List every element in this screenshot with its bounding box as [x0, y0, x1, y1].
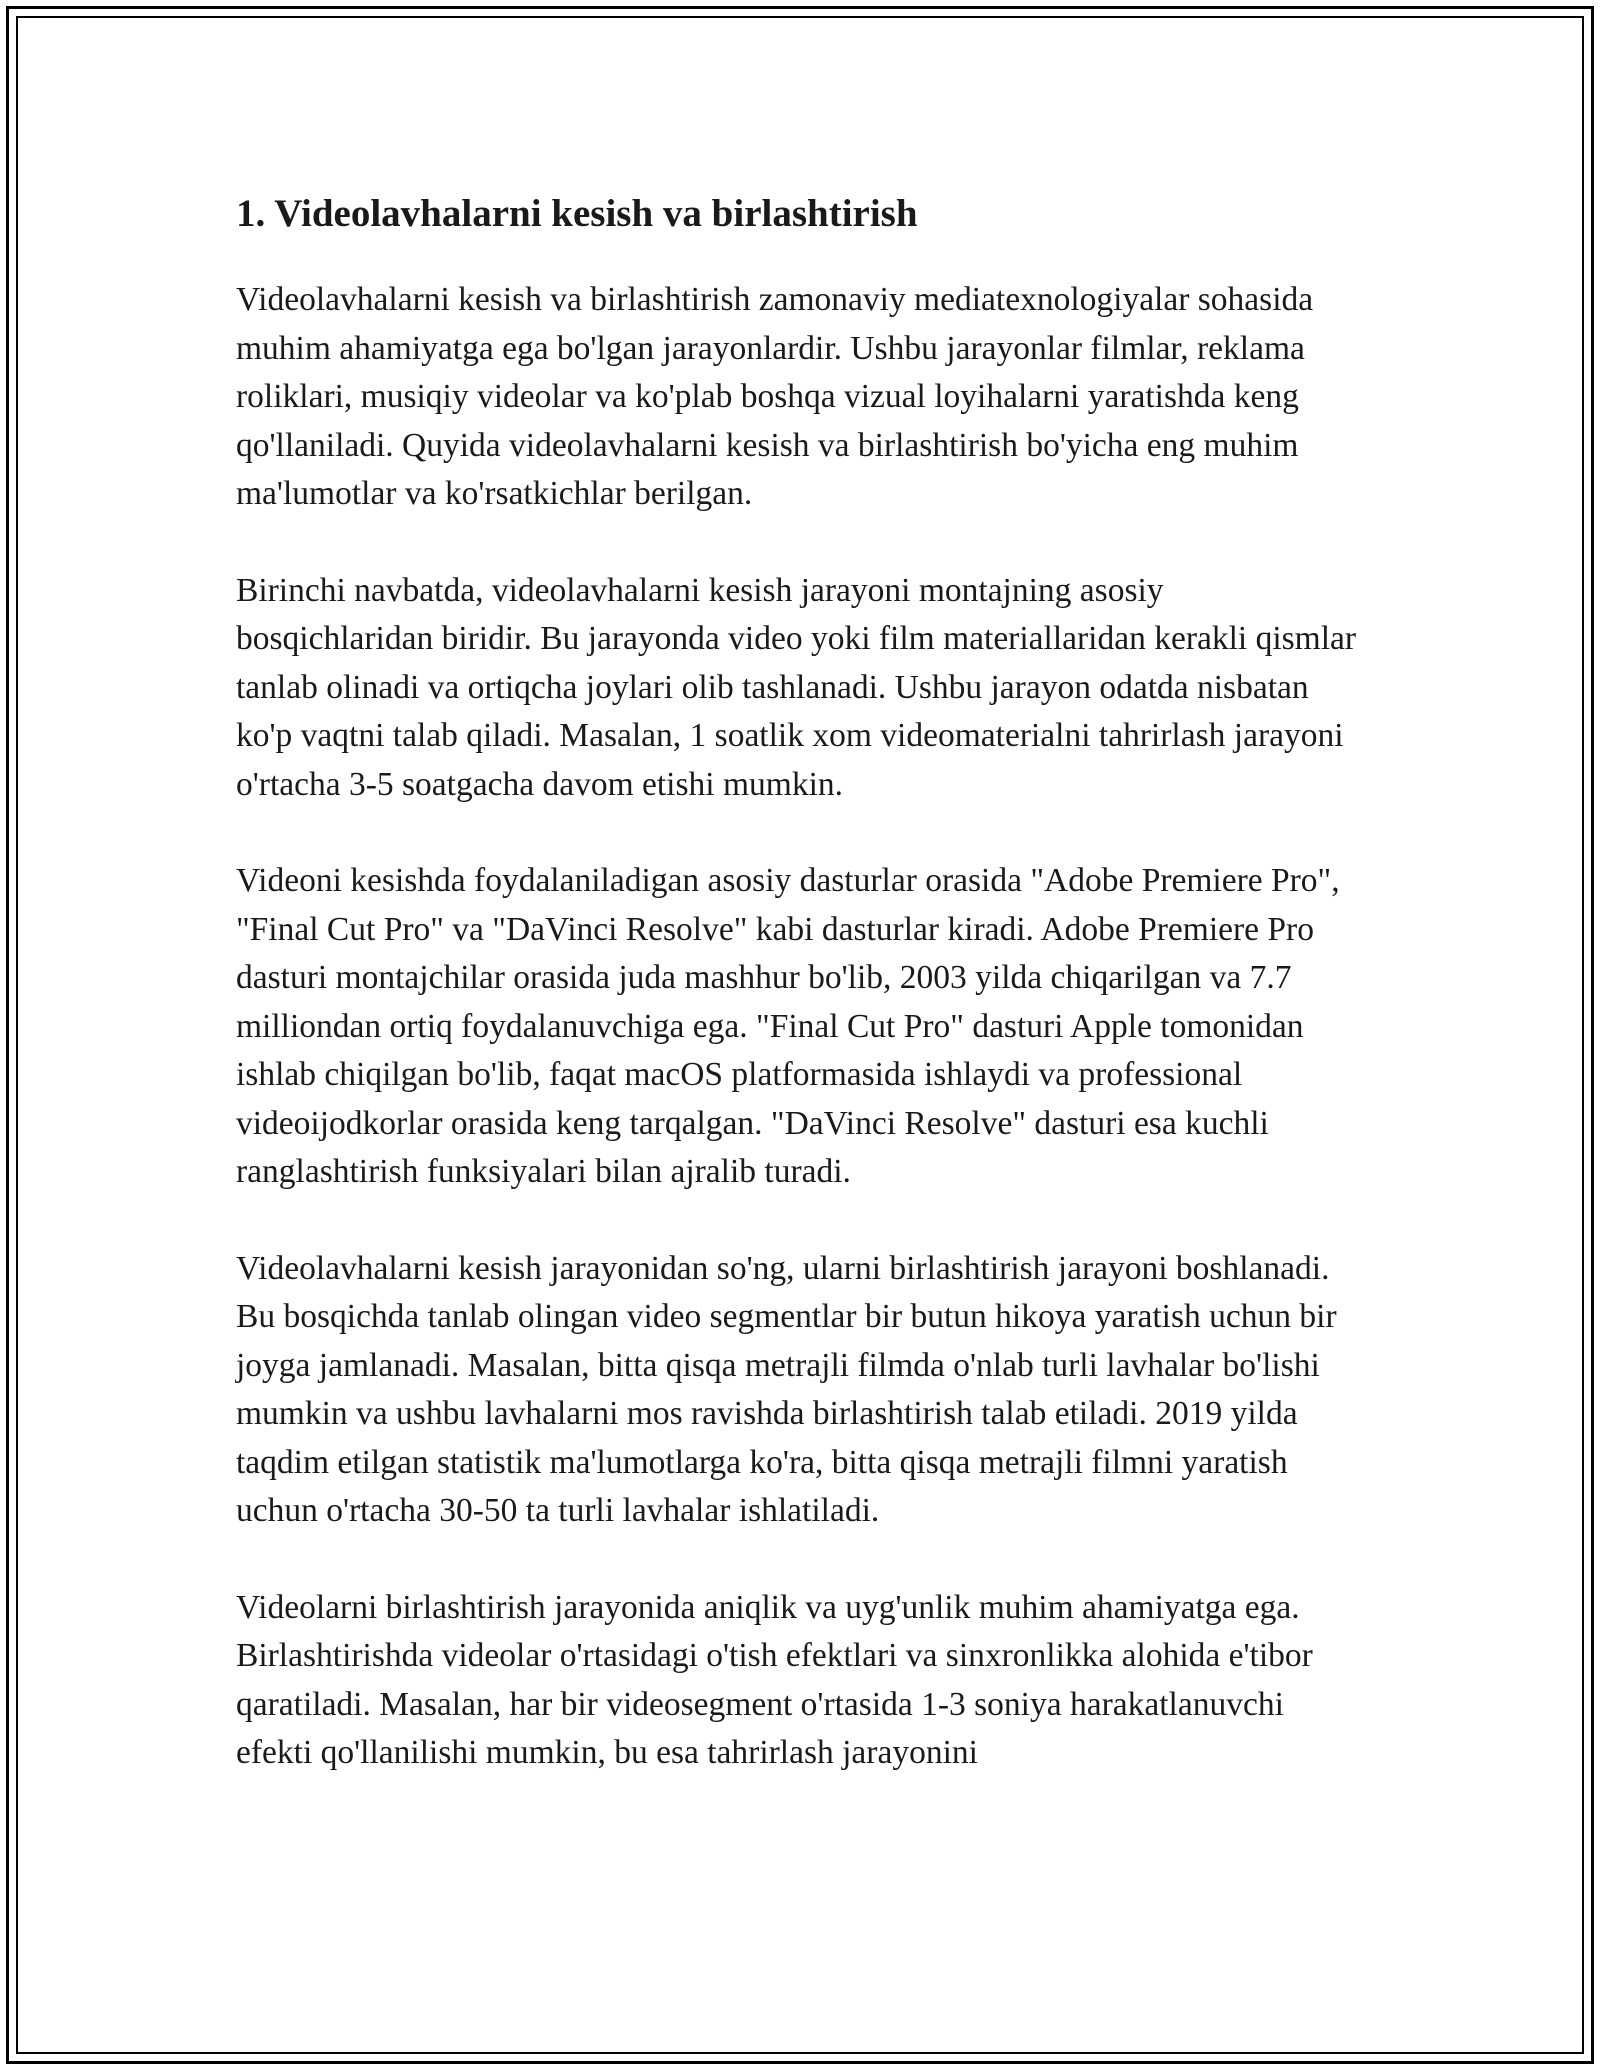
paragraph-3: Videoni kesishda foydalaniladigan asosiy dasturlar orasida "Adobe Premiere Pro", "Final Cut Pro" va "DaVinci Resolve" kabi dasturlar kiradi. Adobe Premiere Pro dasturi montajchilar orasida juda mashhur bo'lib, 2003 yilda chiqarilgan va 7.7 milliondan ortiq foydalanuvchiga ega. "Final Cut Pro" dasturi Apple tomonidan ishlab chiqilgan bo'lib, faqat macOS platformasida ishlaydi va professional videoijodkorlar orasida keng tarqalgan. "DaVinci Resolve" dasturi esa kuchli ranglashtirish funksiyalari bilan ajralib turadi. [236, 862, 1340, 1190]
paragraph-1: Videolavhalarni kesish va birlashtirish zamonaviy mediatexnologiyalar sohasida muhim ahamiyatga ega bo'lgan jarayonlardir. Ushbu jarayonlar filmlar, reklama roliklari, musiqiy videolar va ko'plab boshqa vizual loyihalarni yaratishda keng qo'llaniladi. Quyida videolavhalarni kesish va birlashtirish bo'yicha eng muhim ma'lumotlar va ko'rsatkichlar berilgan. [236, 281, 1314, 512]
document-body [236, 186, 1366, 1826]
paragraph-4: Videolavhalarni kesish jarayonidan so'ng, ularni birlashtirish jarayoni boshlanadi. Bu bosqichda tanlab olingan video segmentlar bir butun hikoya yaratish uchun bir joyga jamlanadi. Masalan, bitta qisqa metrajli filmda o'nlab turli lavhalar bo'lishi mumkin va ushbu lavhalarni mos ravishda birlashtirish talab etiladi. 2019 yilda taqdim etilgan statistik ma'lumotlarga ko'ra, bitta qisqa metrajli filmni yaratish uchun o'rtacha 30-50 ta turli lavhalar ishlatiladi. [236, 1249, 1337, 1529]
section-title: 1. Videolavhalarni kesish va birlashtirish [236, 192, 918, 235]
paragraph-5: Videolarni birlashtirish jarayonida aniqlik va uyg'unlik muhim ahamiyatga ega. Birlashtirishda videolar o'rtasidagi o'tish efektlari va sinxronlikka alohida e'tibor qaratiladi. Masalan, har bir videosegment o'rtasida 1-3 soniya harakatlanuvchi efekti qo'llanilishi mumkin, bu esa tahrirlash jarayonini [236, 1588, 1313, 1771]
paragraph-2: Birinchi navbatda, videolavhalarni kesish jarayoni montajning asosiy bosqichlaridan biridir. Bu jarayonda video yoki film materiallaridan kerakli qismlar tanlab olinadi va ortiqcha joylari olib tashlanadi. Ushbu jarayon odatda nisbatan ko'p vaqtni talab qiladi. Masalan, 1 soatlik xom videomaterialni tahrirlash jarayoni o'rtacha 3-5 soatgacha davom etishi mumkin. [236, 571, 1357, 803]
